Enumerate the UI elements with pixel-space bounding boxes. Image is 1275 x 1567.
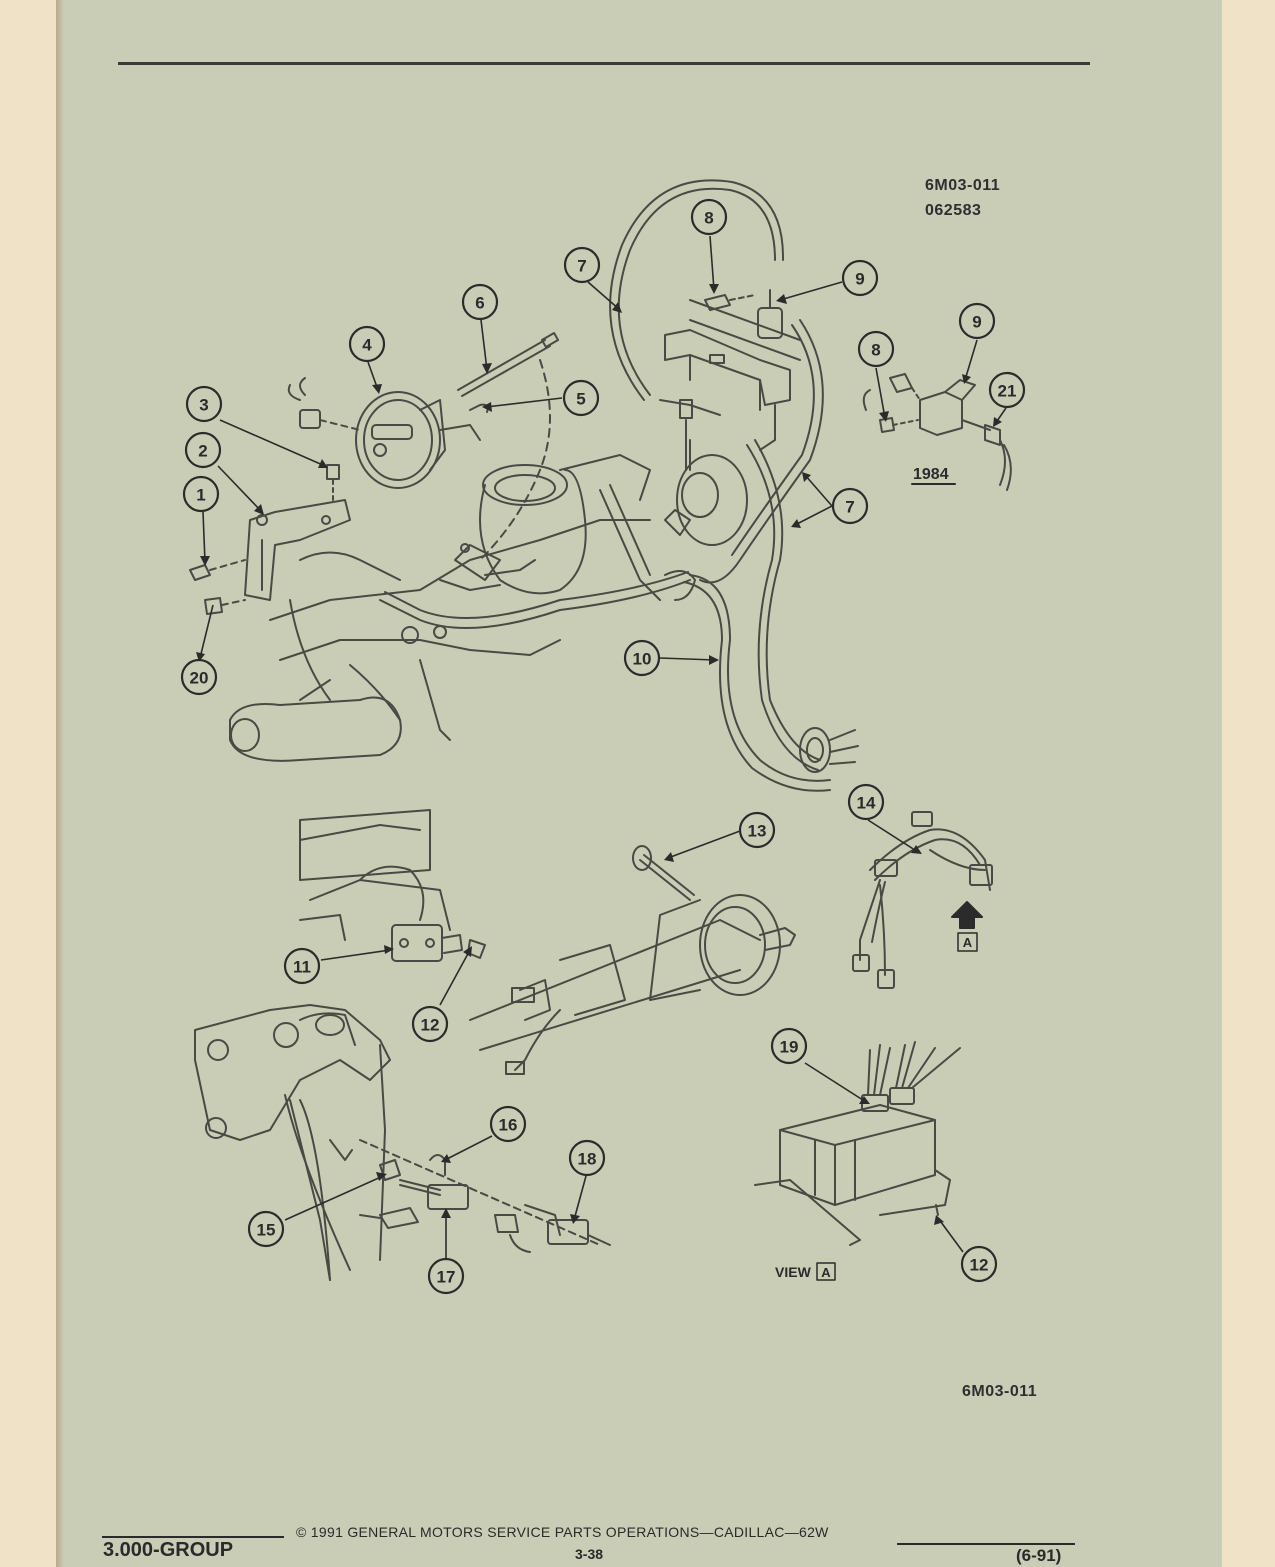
callout-12-dash: 12 <box>420 1015 440 1035</box>
footer-group: 3.000-GROUP <box>103 1539 234 1561</box>
figure-date-code: 062583 <box>925 202 982 219</box>
callout-18: 18 <box>577 1149 597 1169</box>
view-label: VIEW <box>775 1264 811 1280</box>
cruise-harness <box>853 812 992 988</box>
callout-21: 21 <box>997 381 1017 401</box>
callout-16: 16 <box>498 1115 518 1135</box>
callout-13: 13 <box>747 821 767 841</box>
figure-code-bottom: 6M03-011 <box>962 1383 1038 1400</box>
vacuum-hoses <box>380 180 830 790</box>
callout-7-lower: 7 <box>845 497 855 517</box>
callout-8-inset: 8 <box>871 340 881 360</box>
callout-3: 3 <box>199 395 209 415</box>
callout-7-upper: 7 <box>577 256 587 276</box>
figure-code-top: 6M03-011 <box>925 177 1001 194</box>
cruise-servo <box>356 392 480 488</box>
servo-connector <box>289 378 360 430</box>
leader-lines <box>200 236 1006 1258</box>
vacuum-reservoir <box>665 440 747 545</box>
brake-pedal-bracket <box>195 1005 390 1280</box>
callout-9-inset: 9 <box>972 312 982 332</box>
callout-5: 5 <box>576 389 586 409</box>
callout-14: 14 <box>856 793 876 813</box>
steering-column <box>470 846 795 1074</box>
callout-1: 1 <box>196 485 206 505</box>
footer-page-number: 3-38 <box>575 1546 604 1562</box>
footer-rule-left <box>102 1536 284 1538</box>
callout-9-upper: 9 <box>855 269 865 289</box>
callout-8-upper: 8 <box>704 208 714 228</box>
callout-12-module: 12 <box>969 1255 989 1275</box>
view-label-letter: A <box>821 1265 831 1280</box>
callout-15: 15 <box>256 1220 276 1240</box>
year-label-1984: 1984 <box>913 466 949 483</box>
engine-intake-drawing <box>230 455 660 761</box>
callout-19: 19 <box>779 1037 799 1057</box>
callout-10: 10 <box>632 649 652 669</box>
callout-11: 11 <box>293 957 311 977</box>
view-a-arrow-letter: A <box>962 935 973 950</box>
cruise-module <box>755 1042 960 1245</box>
callout-20: 20 <box>189 668 209 688</box>
callout-2: 2 <box>198 441 208 461</box>
callout-17: 17 <box>436 1267 456 1287</box>
footer-revision: (6-91) <box>1016 1546 1062 1565</box>
footer-rule-right <box>897 1543 1075 1545</box>
dash-bracket-drawing <box>300 810 485 961</box>
callout-6: 6 <box>475 293 485 313</box>
view-a-arrow <box>952 902 982 928</box>
footer-copyright: © 1991 GENERAL MOTORS SERVICE PARTS OPERATIONS—CADILLAC—62W <box>296 1524 829 1540</box>
callout-4: 4 <box>362 335 372 355</box>
throttle-cable <box>458 333 558 560</box>
